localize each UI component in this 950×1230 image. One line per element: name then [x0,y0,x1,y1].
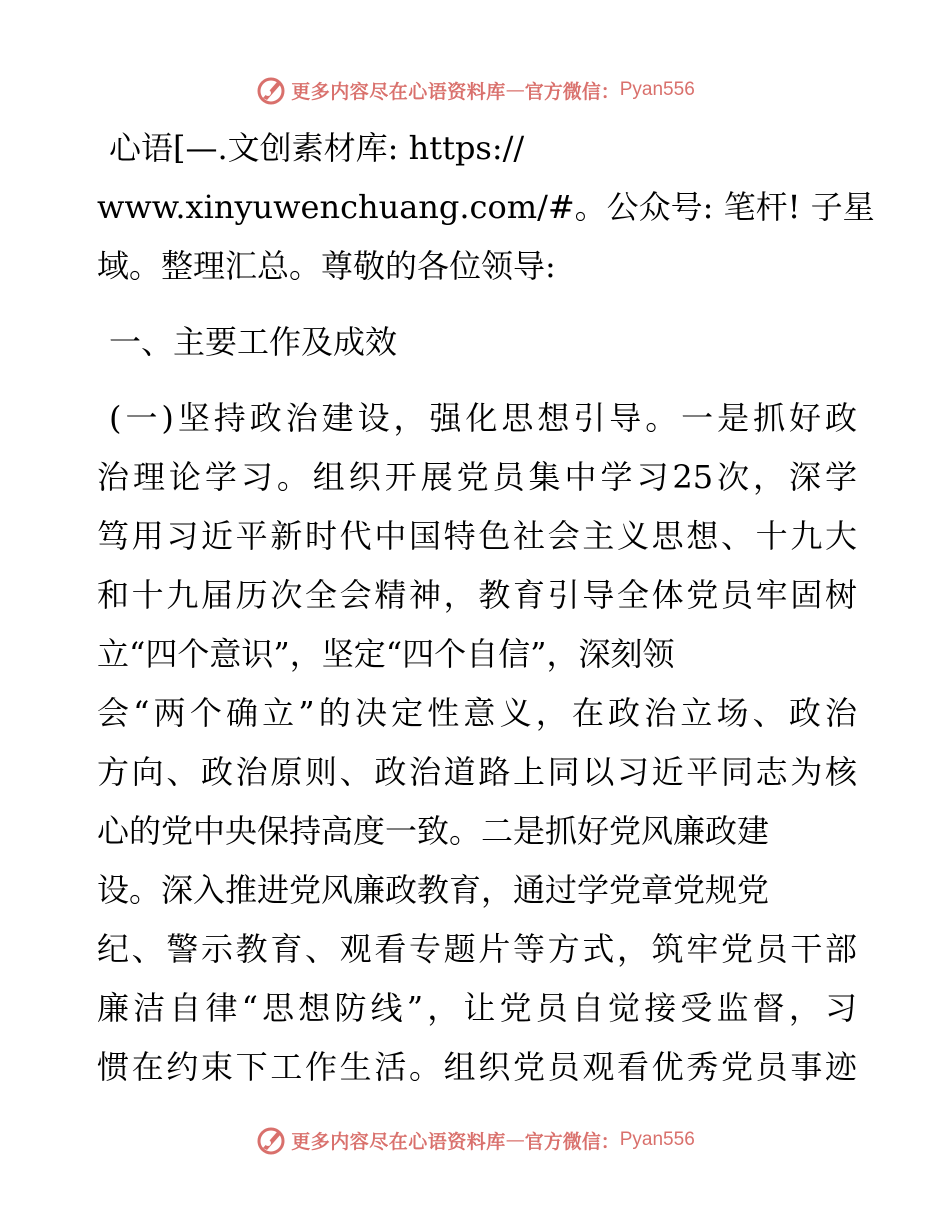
text-line: 惯在约束下工作生活。组织党员观看优秀党员事迹 [97,1048,857,1086]
text-line: 治理论学习。组织开展党员集中学习25次，深学 [97,458,857,496]
text-line: 纪、警示教育、观看专题片等方式，筑牢党员干部 [97,930,857,968]
text-line: 笃用习近平新时代中国特色社会主义思想、十九大 [97,517,857,555]
text-line: 域。整理汇总。尊敬的各位领导: [97,247,556,285]
text-line: 方向、政治原则、政治道路上同以习近平同志为核 [97,753,857,791]
watermark-text: 更多内容尽在心语资料库 [291,80,506,103]
text-line: www.xinyuwenchuang.com/#。公众号: 笔杆! 子星 [97,188,875,226]
brush-logo-icon [255,74,287,106]
text-line: 设。深入推进党风廉政教育，通过学党章党规党 [97,871,770,909]
text-line: (一)坚持政治建设，强化思想引导。一是抓好政 [109,399,857,437]
section-heading: 一、主要工作及成效 [109,323,398,361]
watermark-separator: — [505,79,525,101]
text-line: 廉洁自律“思想防线”，让党员自觉接受监督，习 [97,989,857,1027]
watermark-text: 更多内容尽在心语资料库 [291,1130,506,1153]
brush-logo-icon [255,1124,287,1156]
footer-watermark [0,1120,950,1160]
text-line: 立“四个意识”，坚定“四个自信”，深刻领 [97,635,675,673]
text-line: 心语[—.文创素材库: https:// [109,129,525,167]
watermark-wechat-id: Pyan556 [619,1129,695,1150]
watermark-label: 官方微信： [524,1130,620,1153]
document-body [97,122,875,1100]
watermark-wechat-id: Pyan556 [619,79,695,100]
watermark-separator: — [505,1129,525,1151]
text-line: 和十九届历次全会精神，教育引导全体党员牢固树 [97,576,857,614]
watermark-label: 官方微信： [524,80,620,103]
text-line: 会“两个确立”的决定性意义，在政治立场、政治 [97,694,857,732]
header-watermark [0,70,950,110]
text-line: 心的党中央保持高度一致。二是抓好党风廉政建 [97,812,770,850]
